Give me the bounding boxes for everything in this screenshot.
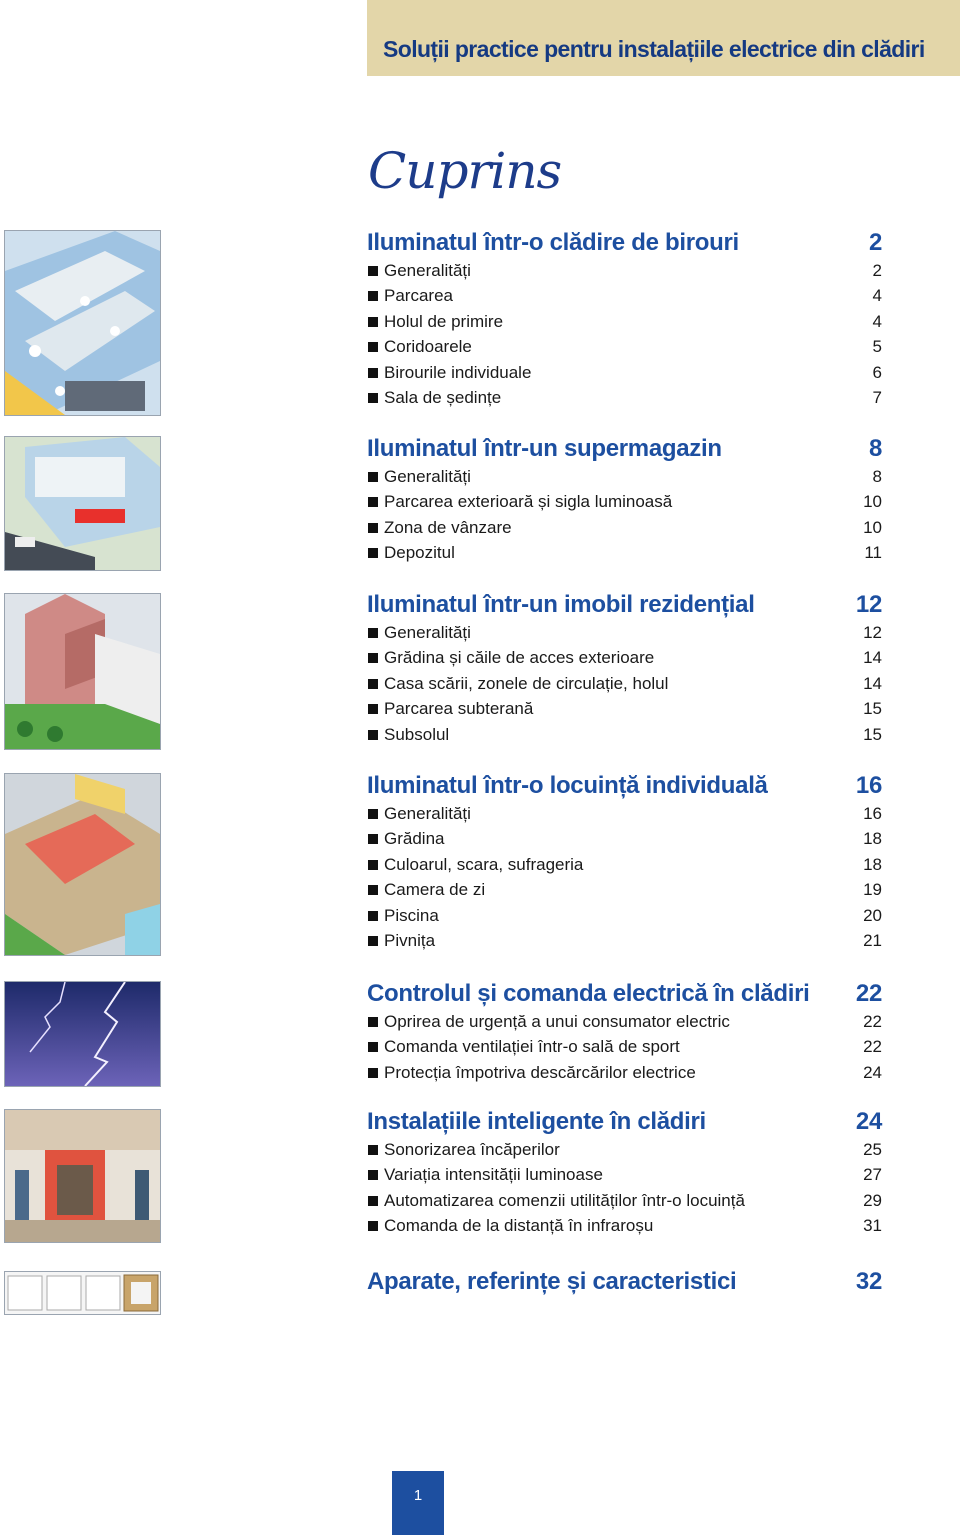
square-bullet-icon: [368, 317, 378, 327]
toc-item[interactable]: Piscina 20: [367, 903, 882, 929]
square-bullet-icon: [368, 523, 378, 533]
section-heading[interactable]: Iluminatul într-un supermagazin 8: [367, 435, 882, 462]
toc-item[interactable]: Grădina 18: [367, 827, 882, 853]
square-bullet-icon: [368, 266, 378, 276]
toc-item[interactable]: Culoarul, scara, sufrageria 18: [367, 852, 882, 878]
square-bullet-icon: [368, 628, 378, 638]
toc-item[interactable]: Zona de vânzare 10: [367, 515, 882, 541]
toc-section-residential: [367, 590, 882, 748]
square-bullet-icon: [368, 860, 378, 870]
toc-item[interactable]: Birourile individuale 6: [367, 360, 882, 386]
section-heading[interactable]: Controlul și comanda electrică în clădiri 22: [367, 980, 882, 1007]
toc-item[interactable]: Holul de primire 4: [367, 309, 882, 335]
toc-item[interactable]: Sonorizarea încăperilor 25: [367, 1137, 882, 1163]
office-building-illustration: [4, 230, 161, 416]
header-band: [367, 0, 960, 76]
section-heading[interactable]: Instalațiile inteligente în clădiri 24: [367, 1108, 882, 1135]
header-title: Soluții practice pentru instalațiile electrice din clădiri: [383, 36, 925, 62]
section-heading[interactable]: Iluminatul într-o clădire de birouri 2: [367, 229, 882, 256]
toc-item[interactable]: Depozitul 11: [367, 541, 882, 567]
square-bullet-icon: [368, 704, 378, 714]
lightning-illustration: [4, 981, 161, 1087]
section-heading[interactable]: Iluminatul într-un imobil rezidențial 12: [367, 591, 882, 618]
toc-item[interactable]: Sala de ședințe 7: [367, 386, 882, 412]
square-bullet-icon: [368, 1221, 378, 1231]
toc-section-supermarket: [367, 434, 882, 566]
page-number: 1: [392, 1471, 444, 1535]
toc-item[interactable]: Variația intensității luminoase 27: [367, 1163, 882, 1189]
toc-item[interactable]: Parcarea subterană 15: [367, 697, 882, 723]
section-heading[interactable]: Iluminatul într-o locuință individuală 16: [367, 772, 882, 799]
square-bullet-icon: [368, 497, 378, 507]
square-bullet-icon: [368, 393, 378, 403]
toc-item[interactable]: Parcarea exterioară și sigla luminoasă 10: [367, 490, 882, 516]
toc-item[interactable]: Grădina și căile de acces exterioare 14: [367, 646, 882, 672]
square-bullet-icon: [368, 342, 378, 352]
toc-section-house: [367, 771, 882, 954]
toc-item[interactable]: Pivnița 21: [367, 929, 882, 955]
toc-item[interactable]: Oprirea de urgență a unui consumator electric 22: [367, 1009, 882, 1035]
square-bullet-icon: [368, 809, 378, 819]
toc-item[interactable]: Subsolul 15: [367, 722, 882, 748]
toc-item[interactable]: Generalități 12: [367, 620, 882, 646]
toc-section-control: [367, 979, 882, 1086]
toc-item[interactable]: Parcarea 4: [367, 284, 882, 310]
square-bullet-icon: [368, 1196, 378, 1206]
toc-item[interactable]: Automatizarea comenzii utilităților într-o locuință 29: [367, 1188, 882, 1214]
toc-item[interactable]: Generalități 2: [367, 258, 882, 284]
toc-item[interactable]: Comanda de la distanță în infraroșu 31: [367, 1214, 882, 1240]
square-bullet-icon: [368, 1068, 378, 1078]
square-bullet-icon: [368, 653, 378, 663]
square-bullet-icon: [368, 1017, 378, 1027]
square-bullet-icon: [368, 911, 378, 921]
switches-illustration: [4, 1271, 161, 1315]
toc-item[interactable]: Protecția împotriva descărcărilor electrice 24: [367, 1060, 882, 1086]
smart-building-illustration: [4, 1109, 161, 1243]
square-bullet-icon: [368, 1042, 378, 1052]
toc-item[interactable]: Camera de zi 19: [367, 878, 882, 904]
toc-section-offices: [367, 228, 882, 411]
square-bullet-icon: [368, 679, 378, 689]
square-bullet-icon: [368, 730, 378, 740]
toc-section-smart: [367, 1107, 882, 1239]
square-bullet-icon: [368, 885, 378, 895]
individual-house-illustration: [4, 773, 161, 956]
square-bullet-icon: [368, 1170, 378, 1180]
page-title: Cuprins: [368, 142, 562, 200]
toc-item[interactable]: Generalități 16: [367, 801, 882, 827]
toc-item[interactable]: Comanda ventilației într-o sală de sport 22: [367, 1035, 882, 1061]
square-bullet-icon: [368, 368, 378, 378]
square-bullet-icon: [368, 936, 378, 946]
square-bullet-icon: [368, 291, 378, 301]
residential-building-illustration: [4, 593, 161, 750]
section-heading[interactable]: Aparate, referințe și caracteristici 32: [367, 1268, 882, 1295]
square-bullet-icon: [368, 472, 378, 482]
square-bullet-icon: [368, 834, 378, 844]
toc-section-devices: [367, 1267, 882, 1297]
toc-item[interactable]: Casa scării, zonele de circulație, holul 14: [367, 671, 882, 697]
square-bullet-icon: [368, 548, 378, 558]
toc-item[interactable]: Generalități 8: [367, 464, 882, 490]
toc-item[interactable]: Coridoarele 5: [367, 335, 882, 361]
square-bullet-icon: [368, 1145, 378, 1155]
supermarket-illustration: [4, 436, 161, 571]
